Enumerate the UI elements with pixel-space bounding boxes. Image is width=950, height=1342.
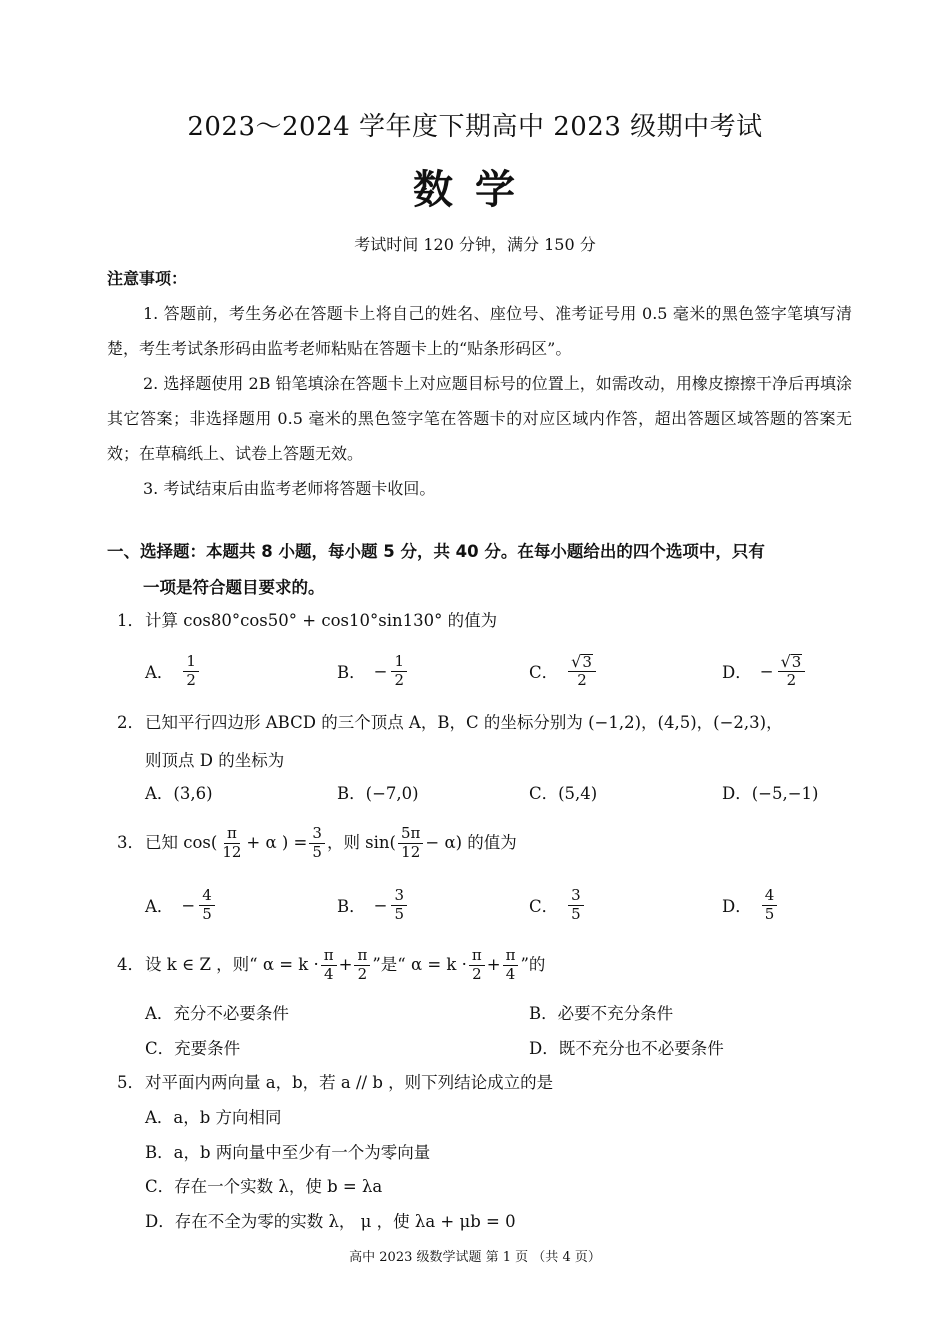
q1-option-a[interactable] xyxy=(145,646,201,696)
section-heading-line2: 一项是符合题目要求的。 xyxy=(143,578,325,597)
numerator: 5π xyxy=(398,825,423,843)
fraction xyxy=(354,947,370,983)
q2-option-d[interactable]: D．(−5,−1) xyxy=(722,784,819,803)
fraction xyxy=(398,825,423,861)
question-text: 设 k ∈ Z ，则“ α = k · xyxy=(145,955,319,974)
denominator: 5 xyxy=(394,904,405,923)
fraction xyxy=(199,887,215,923)
notice-item-2: 2. 选择题使用 2B 铅笔填涂在答题卡上对应题目标号的位置上，如需改动，用橡皮擦擦干净后再填涂其它答案；非选择题用 0.5 毫米的黑色签字笔在答题卡的对应区域内作答，超出答题区域答题的答案无效；在草稿纸上、试卷上答题无效。 xyxy=(107,374,852,463)
denominator: 12 xyxy=(401,842,421,861)
question-text: 已知 cos( xyxy=(145,833,218,852)
option-label: A． xyxy=(145,663,174,682)
denominator: 4 xyxy=(505,964,516,983)
q4-option-b[interactable]: B．必要不充分条件 xyxy=(529,1004,674,1023)
question-3-stem xyxy=(117,820,857,866)
numerator xyxy=(778,653,806,672)
option-label: D． xyxy=(722,663,752,682)
q1-option-b[interactable] xyxy=(337,646,409,696)
option-label: D． xyxy=(722,897,752,916)
exam-info: 考试时间 120 分钟，满分 150 分 xyxy=(354,235,596,254)
question-2-stem-line2: 则顶点 D 的坐标为 xyxy=(145,751,285,770)
notice-item-3: 3. 考试结束后由监考老师将答题卡收回。 xyxy=(143,479,436,498)
numerator: 3 xyxy=(391,887,407,905)
q3-option-c[interactable] xyxy=(529,880,586,930)
question-number: 3． xyxy=(117,833,144,852)
numerator: 3 xyxy=(309,825,325,843)
q4-option-c[interactable]: C．充要条件 xyxy=(145,1039,241,1058)
question-text: + xyxy=(338,955,353,974)
numerator: π xyxy=(503,947,519,965)
numerator: 4 xyxy=(762,887,778,905)
radicand: 3 xyxy=(791,653,802,672)
radicand: 3 xyxy=(582,653,592,672)
question-number: 1． xyxy=(117,611,144,630)
fraction xyxy=(503,947,519,983)
option-label: B． xyxy=(337,897,366,916)
question-text: + xyxy=(486,955,501,974)
question-text: 对平面内两向量 a，b，若 a // b ，则下列结论成立的是 xyxy=(145,1073,554,1092)
denominator: 5 xyxy=(764,904,775,923)
minus-sign: − xyxy=(181,895,196,915)
q3-option-b[interactable] xyxy=(337,880,409,930)
q5-option-a[interactable]: A．a，b 方向相同 xyxy=(145,1108,282,1127)
q4-option-a[interactable]: A．充分不必要条件 xyxy=(145,1004,289,1023)
denominator: 2 xyxy=(394,670,405,689)
q4-option-d[interactable]: D．既不充分也不必要条件 xyxy=(529,1039,724,1058)
q1-option-d[interactable] xyxy=(722,646,807,696)
denominator: 2 xyxy=(472,964,482,983)
denominator: 5 xyxy=(571,904,581,923)
fraction xyxy=(469,947,485,983)
exam-title: 2023～2024 学年度下期高中 2023 级期中考试 xyxy=(187,112,763,142)
question-number: 4． xyxy=(117,955,144,974)
notice-heading: 注意事项： xyxy=(107,269,188,288)
numerator: 1 xyxy=(391,653,407,671)
section-heading xyxy=(107,534,852,606)
q3-option-a[interactable] xyxy=(145,880,217,930)
denominator: 2 xyxy=(186,670,196,689)
option-label: C． xyxy=(529,897,559,916)
denominator: 2 xyxy=(357,964,368,983)
denominator: 2 xyxy=(786,671,797,690)
question-number: 5． xyxy=(117,1073,144,1092)
fraction xyxy=(762,887,778,923)
q5-option-c[interactable]: C．存在一个实数 λ，使 b = λa xyxy=(145,1177,383,1196)
minus-sign: − xyxy=(759,661,774,681)
fraction xyxy=(321,947,337,983)
numerator: 4 xyxy=(199,887,215,905)
option-label: B． xyxy=(337,663,366,682)
question-text: 计算 cos80°cos50° + cos10°sin130° 的值为 xyxy=(145,611,498,630)
radical-sign: √ xyxy=(571,651,582,671)
q2-option-c[interactable]: C．(5,4) xyxy=(529,784,598,803)
numerator: π xyxy=(469,947,485,965)
question-text: − α) 的值为 xyxy=(425,833,517,852)
fraction xyxy=(568,887,584,923)
denominator: 4 xyxy=(323,964,334,983)
question-text: ”是“ α = k · xyxy=(372,955,467,974)
option-label: A． xyxy=(145,897,174,916)
fraction xyxy=(309,825,325,861)
numerator: 3 xyxy=(568,887,584,905)
radical-sign: √ xyxy=(780,651,791,671)
denominator: 12 xyxy=(222,842,242,861)
question-number: 2． xyxy=(117,713,144,732)
option-label: C． xyxy=(529,663,559,682)
q5-option-b[interactable]: B．a，b 两向量中至少有一个为零向量 xyxy=(145,1143,431,1162)
q5-option-d[interactable]: D．存在不全为零的实数 λ， μ ，使 λa + μb = 0 xyxy=(145,1212,516,1231)
minus-sign: − xyxy=(373,895,388,915)
question-2-stem xyxy=(117,706,857,740)
denominator: 2 xyxy=(577,671,587,690)
fraction xyxy=(568,653,596,690)
fraction xyxy=(219,825,244,861)
question-text: ，则 sin( xyxy=(326,833,396,852)
fraction xyxy=(183,653,199,689)
question-text: 已知平行四边形 ABCD 的三个顶点 A，B，C 的坐标分别为 (−1,2)，(4,5)，(−2,3)， xyxy=(145,713,783,732)
numerator: π xyxy=(321,947,337,965)
fraction xyxy=(391,653,407,689)
section-heading-line1: 一、选择题：本题共 8 小题，每小题 5 分，共 40 分。在每小题给出的四个选项中，只有 xyxy=(107,542,765,561)
question-text: + α ) = xyxy=(246,833,308,852)
numerator: π xyxy=(354,947,370,965)
numerator: 1 xyxy=(183,653,199,671)
question-4-stem xyxy=(117,942,857,988)
q2-option-b[interactable]: B．(−7,0) xyxy=(337,784,419,803)
question-1-stem xyxy=(117,604,857,638)
q1-option-c[interactable] xyxy=(529,646,598,696)
q3-option-d[interactable] xyxy=(722,880,779,930)
q2-option-a[interactable]: A．(3,6) xyxy=(145,784,213,803)
denominator: 5 xyxy=(312,842,322,861)
page-footer: 高中 2023 级数学试题 第 1 页 （共 4 页） xyxy=(349,1250,601,1265)
numerator xyxy=(568,653,596,672)
fraction xyxy=(391,887,407,923)
fraction xyxy=(778,653,806,690)
denominator: 5 xyxy=(202,904,212,923)
subject-title: 数学 xyxy=(413,167,537,213)
question-text: ”的 xyxy=(520,955,546,974)
sqrt xyxy=(781,653,803,671)
sqrt xyxy=(571,653,593,671)
question-5-stem xyxy=(117,1066,857,1100)
notice-item-1: 1. 答题前，考生务必在答题卡上将自己的姓名、座位号、准考证号用 0.5 毫米的黑色签字笔填写清楚，考生考试条形码由监考老师粘贴在答题卡上的“贴条形码区”。 xyxy=(107,304,852,358)
minus-sign: − xyxy=(373,661,388,681)
numerator: π xyxy=(224,825,240,843)
